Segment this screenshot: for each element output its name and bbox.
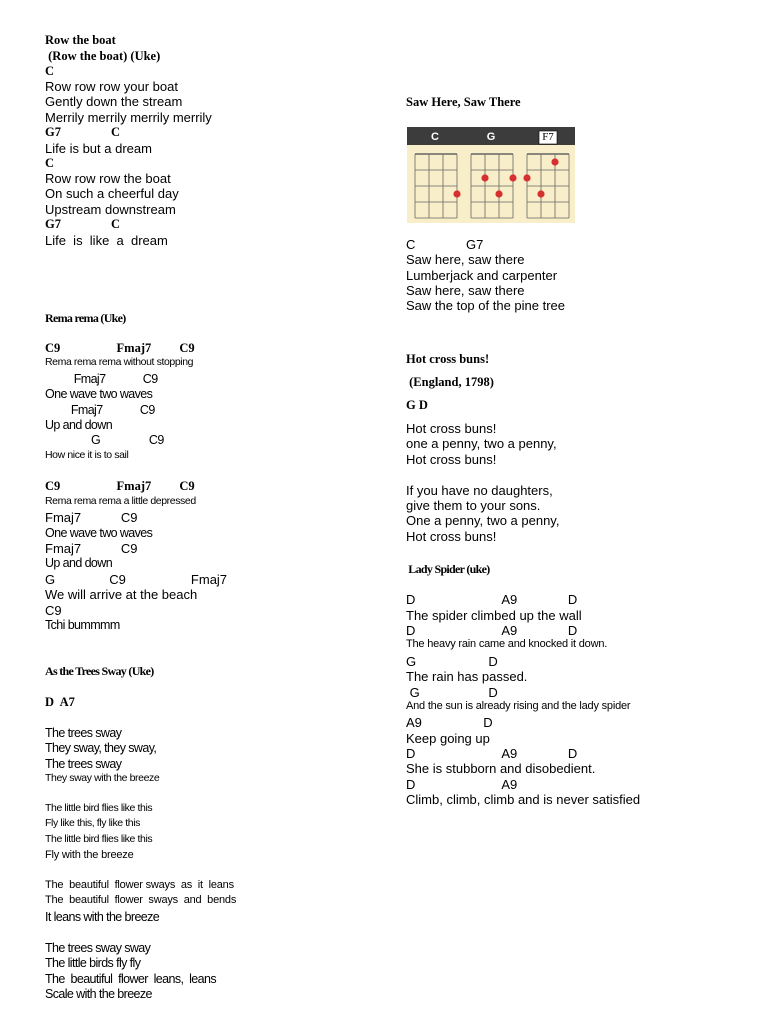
lyric-line: They sway, they sway, <box>45 741 157 755</box>
song-title: Saw Here, Saw There <box>406 95 521 109</box>
chord-dot <box>453 190 460 197</box>
lyric-line: Up and down <box>45 556 113 570</box>
chord-line: G C9 Fmaj7 <box>45 572 228 587</box>
lyric-line: Lumberjack and carpenter <box>406 268 558 283</box>
chord-line: G D <box>406 654 498 669</box>
lyric-line: The beautiful flower sways and bends <box>45 894 237 906</box>
chord-dot <box>509 174 516 181</box>
lyric-line: Saw here, saw there <box>406 283 525 298</box>
lyric-line: Rema rema rema without stopping <box>45 356 194 368</box>
chord-line: G7 C <box>45 217 120 231</box>
lyric-line: The little bird flies like this <box>45 802 153 814</box>
chord-line: D A9 D <box>406 592 578 607</box>
lyric-line: Life is like a dream <box>45 233 168 248</box>
chord-line: D A9 <box>406 777 518 792</box>
chord-dot <box>495 190 502 197</box>
chord-line: A9 D <box>406 715 493 730</box>
lyric-line: We will arrive at the beach <box>45 587 198 602</box>
lyric-line: On such a cheerful day <box>45 186 179 201</box>
song-subtitle: (Row the boat) (Uke) <box>45 49 161 63</box>
lyric-line: One wave two waves <box>45 526 153 540</box>
lyric-line: And the sun is already rising and the lady spider <box>406 700 631 712</box>
song-title: As the Trees Sway (Uke) <box>45 664 154 678</box>
lyric-line: Rema rema rema a little depressed <box>45 495 196 507</box>
lyric-line: Row row row the boat <box>45 171 171 186</box>
song-title: Rema rema (Uke) <box>45 311 126 325</box>
lyric-line: Hot cross buns! <box>406 452 497 467</box>
chord-name: G <box>486 131 496 143</box>
chord-line: D A9 D <box>406 746 578 761</box>
chord-dot <box>537 190 544 197</box>
lyric-line: give them to your sons. <box>406 498 541 513</box>
chord-line: Fmaj7 C9 <box>45 403 155 417</box>
chord-line: D A7 <box>45 695 75 709</box>
chord-line: D A9 D <box>406 623 578 638</box>
lyric-line: One a penny, two a penny, <box>406 513 560 528</box>
lyric-line: The little birds fly fly <box>45 956 141 970</box>
lyric-line: They sway with the breeze <box>45 772 160 784</box>
lyric-line: The little bird flies like this <box>45 833 153 845</box>
song-title: Hot cross buns! <box>406 352 490 366</box>
lyric-line: The trees sway <box>45 757 122 771</box>
lyric-line: Up and down <box>45 418 113 432</box>
lyric-line: She is stubborn and disobedient. <box>406 761 596 776</box>
lyric-line: Merrily merrily merrily merrily <box>45 110 212 125</box>
lyric-line: one a penny, two a penny, <box>406 436 557 451</box>
chord-line: G C9 <box>45 433 164 447</box>
chord-line: Fmaj7 C9 <box>45 510 138 525</box>
lyric-line: The beautiful flower sways as it leans <box>45 879 234 891</box>
chord-line: C G7 <box>406 237 484 252</box>
chord-dot <box>481 174 488 181</box>
lyric-line: One wave two waves <box>45 387 153 401</box>
chord-dot <box>551 158 558 165</box>
lyric-line: Fly like this, fly like this <box>45 817 140 829</box>
chord-line: C <box>45 156 55 170</box>
chord-name: F7 <box>542 131 554 143</box>
lyric-line: The trees sway <box>45 726 122 740</box>
lyric-line: Keep going up <box>406 731 490 746</box>
chord-diagrams <box>407 127 575 223</box>
lyric-line: Upstream downstream <box>45 202 176 217</box>
chord-line: C9 Fmaj7 C9 <box>45 341 195 355</box>
lyric-line: Scale with the breeze <box>45 987 152 1001</box>
song-subtitle: (England, 1798) <box>406 375 494 389</box>
lyric-line: How nice it is to sail <box>45 449 129 461</box>
chord-name: C <box>431 131 439 143</box>
chord-line: G7 C <box>45 125 120 139</box>
lyric-line: Hot cross buns! <box>406 421 497 436</box>
lyric-line: It leans with the breeze <box>45 910 160 924</box>
lyric-line: Row row row your boat <box>45 79 178 94</box>
chord-line: G D <box>406 398 428 412</box>
lyric-line: If you have no daughters, <box>406 483 553 498</box>
chord-line: C9 <box>45 603 62 618</box>
lyric-line: Tchi bummmm <box>45 618 120 632</box>
chord-line: G D <box>406 685 498 700</box>
lyric-line: Saw the top of the pine tree <box>406 298 565 313</box>
lyric-line: Hot cross buns! <box>406 529 497 544</box>
lyric-line: The heavy rain came and knocked it down. <box>406 638 608 650</box>
lyric-line: The trees sway sway <box>45 941 151 955</box>
lyric-line: The beautiful flower leans, leans <box>45 972 216 986</box>
lyric-line: The rain has passed. <box>406 669 528 684</box>
chord-line: Fmaj7 C9 <box>45 541 138 556</box>
lyric-line: Climb, climb, climb and is never satisfied <box>406 792 641 807</box>
song-title: Row the boat <box>45 33 116 47</box>
chord-line: C9 Fmaj7 C9 <box>45 479 195 493</box>
lyric-line: Fly with the breeze <box>45 849 134 861</box>
song-title: Lady Spider (uke) <box>406 562 490 576</box>
chord-dot <box>523 174 530 181</box>
lyric-line: Saw here, saw there <box>406 252 525 267</box>
lyric-line: The spider climbed up the wall <box>406 608 582 623</box>
chord-line: Fmaj7 C9 <box>45 372 158 386</box>
lyric-line: Life is but a dream <box>45 141 152 156</box>
chord-line: C <box>45 64 55 78</box>
lyric-line: Gently down the stream <box>45 94 183 109</box>
